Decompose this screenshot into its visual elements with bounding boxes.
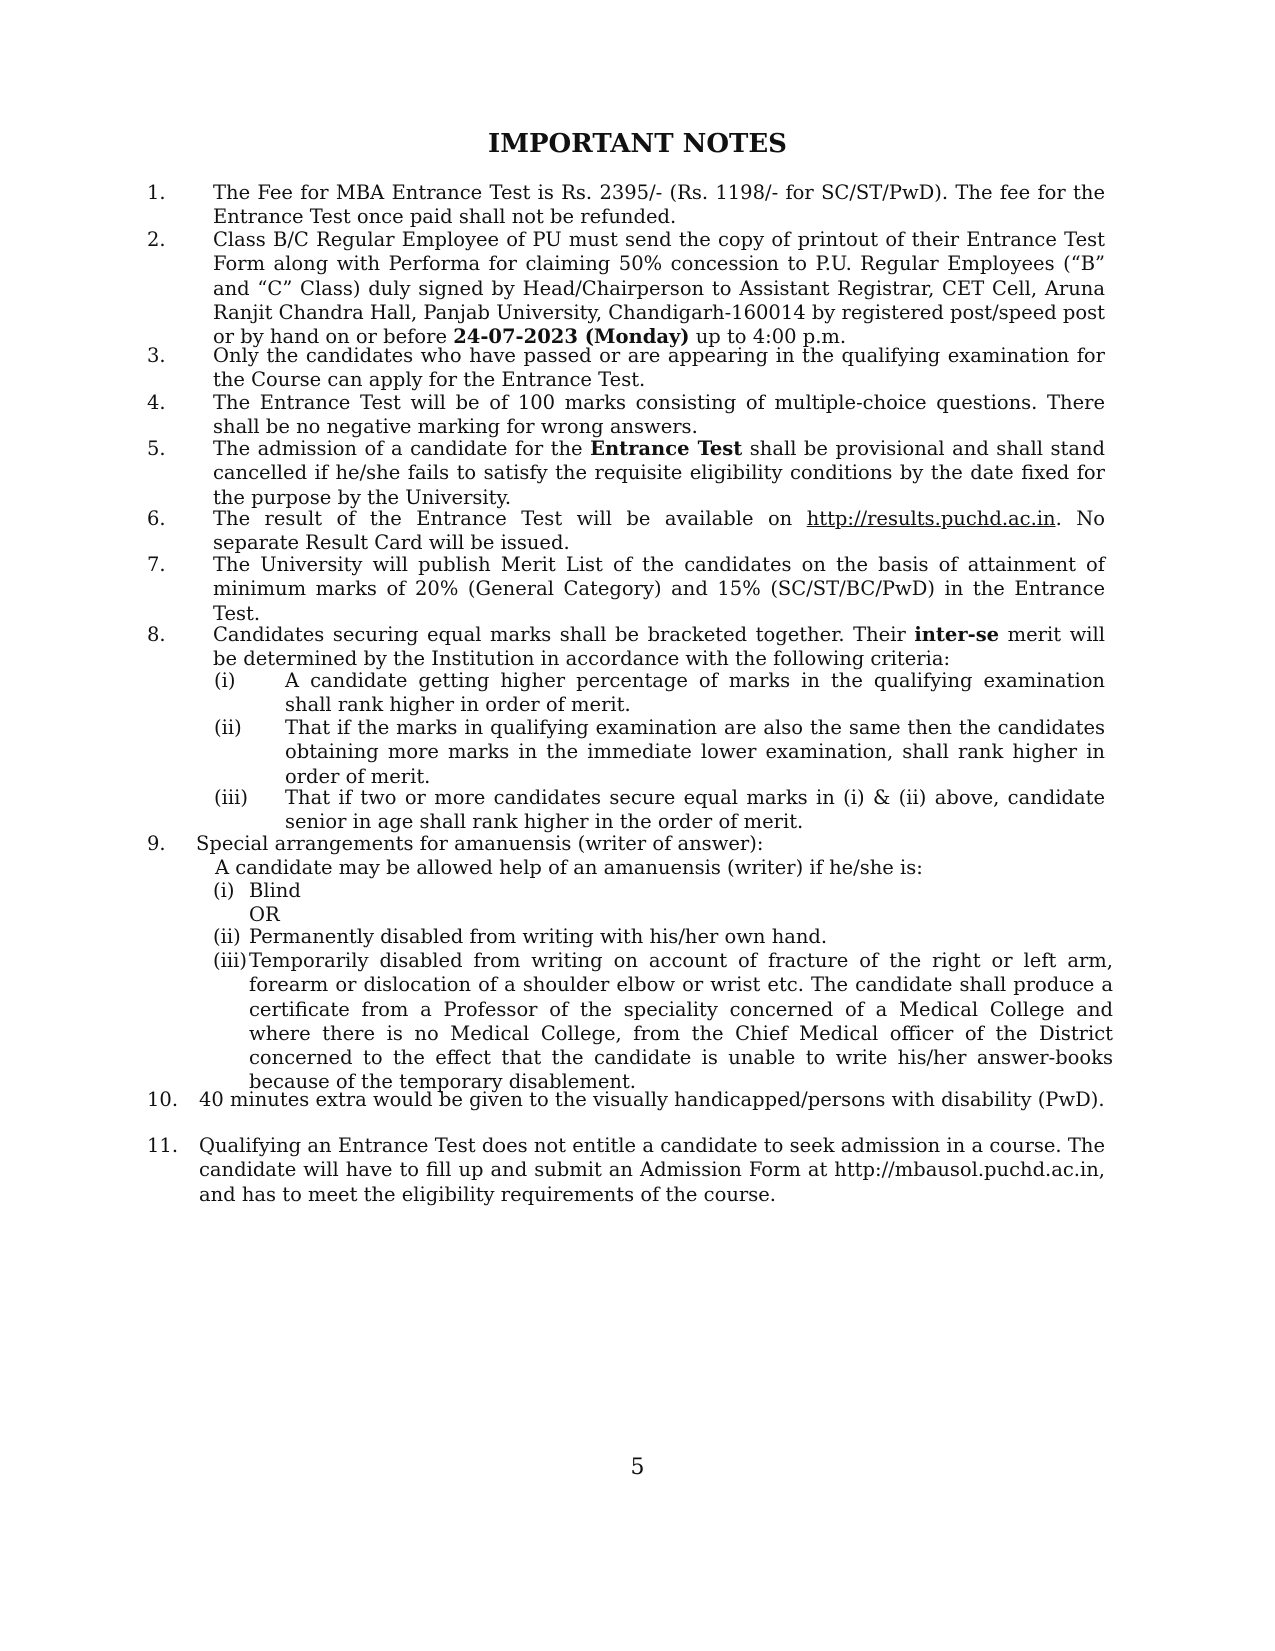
note-text-part: . No separate Result Card will be issued.: [213, 507, 1105, 555]
criteria-text: That if the marks in qualifying examination are also the same then the candidates obtaining more marks in the immediate lower examination, shall rank higher in order of merit.: [285, 716, 1105, 788]
condition-text: Permanently disabled from writing with his/her own hand.: [249, 925, 828, 948]
note-text-part: Candidates securing equal marks shall be bracketed together. Their: [213, 623, 915, 646]
note-text: The Entrance Test will be of 100 marks consisting of multiple-choice questions. There shall be no negative marking for wrong answers.: [213, 391, 1105, 439]
criteria-text: A candidate getting higher percentage of marks in the qualifying examination shall rank higher in order of merit.: [285, 669, 1105, 717]
condition-number: (ii): [213, 925, 241, 948]
page-title: IMPORTANT NOTES: [488, 129, 787, 159]
note-number: 7.: [147, 553, 166, 576]
note-number: 5.: [147, 437, 166, 460]
note-number: 9.: [147, 832, 166, 855]
note-text: 40 minutes extra would be given to the visually handicapped/persons with disability (PwD).: [199, 1088, 1105, 1111]
bold-term: inter-se: [914, 623, 1000, 646]
note-text: The University will publish Merit List of the candidates on the basis of attainment of minimum marks of 20% (General Category) and 15% (SC/ST/BC/PwD) in the Entrance Test.: [213, 553, 1105, 625]
note-intro: A candidate may be allowed help of an amanuensis (writer) if he/she is:: [215, 856, 923, 879]
condition-number: (iii): [213, 949, 247, 972]
criteria-number: (iii): [214, 786, 248, 809]
note-number: 4.: [147, 391, 166, 414]
note-text-part: up to 4:00 p.m.: [689, 325, 847, 349]
note-number: 6.: [147, 507, 166, 530]
deadline-date: 24-07-2023 (Monday): [453, 325, 690, 349]
criteria-number: (i): [214, 669, 236, 692]
criteria-text: That if two or more candidates secure equal marks in (i) & (ii) above, candidate senior in age shall rank higher in the order of merit.: [285, 786, 1105, 834]
note-text: [213, 437, 1105, 510]
results-link[interactable]: http://results.puchd.ac.in: [806, 507, 1056, 530]
condition-text: Blind: [249, 879, 301, 902]
note-text-part: merit will be determined by the Institution in accordance with the following criteria:: [213, 623, 1105, 671]
note-number: 3.: [147, 344, 166, 367]
criteria-number: (ii): [214, 716, 242, 739]
note-number: 8.: [147, 623, 166, 646]
note-number: 1.: [147, 181, 166, 204]
condition-text: Temporarily disabled from writing on account of fracture of the right or left arm, forearm or dislocation of a shoulder elbow or wrist etc. The candidate shall produce a certificate from a Professor of the speciality concerned of a Medical College and where there is no Medical College, from the Chief Medical officer of the District concerned to the effect that the candidate is unable to write his/her answer-books because of the temporary disablement.: [249, 949, 1113, 1094]
note-text-part: The result of the Entrance Test will be available on: [213, 507, 807, 530]
condition-number: (i): [213, 879, 235, 902]
note-text: Special arrangements for amanuensis (writer of answer):: [196, 832, 764, 855]
note-number: 11.: [147, 1134, 179, 1157]
condition-or: OR: [249, 903, 280, 926]
note-number: 2.: [147, 228, 166, 251]
note-text-part: The admission of a candidate for the: [213, 437, 591, 460]
note-text-part: Class B/C Regular Employee of PU must send the copy of printout of their Entrance Test Form along with Performa for claiming 50% concession to P.U. Regular Employees (“B” and “C” Class) duly signed by Head/Chairperson to Assistant Registrar, CET Cell, Aruna Ranjit Chandra Hall, Panjab University, Chandigarh-160014 by registered post/speed post or by hand on or before: [213, 228, 1105, 349]
note-text: Only the candidates who have passed or are appearing in the qualifying examination for the Course can apply for the Entrance Test.: [213, 344, 1105, 392]
note-text: The Fee for MBA Entrance Test is Rs. 2395/- (Rs. 1198/- for SC/ST/PwD). The fee for the Entrance Test once paid shall not be refunded.: [213, 181, 1105, 229]
note-text-part: shall be provisional and shall stand cancelled if he/she fails to satisfy the requisite eligibility conditions by the date fixed for the purpose by the University.: [213, 437, 1105, 509]
note-text: Qualifying an Entrance Test does not entitle a candidate to seek admission in a course. The candidate will have to fill up and submit an Admission Form at http://mbausol.puchd.ac.in, and has to meet the eligibility requirements of the course.: [199, 1134, 1105, 1206]
page-number: 5: [630, 1455, 645, 1480]
bold-term: Entrance Test: [590, 437, 743, 460]
note-number: 10.: [147, 1088, 179, 1111]
note-text: [213, 507, 1105, 556]
note-text: [213, 228, 1105, 349]
note-text: [213, 623, 1105, 672]
